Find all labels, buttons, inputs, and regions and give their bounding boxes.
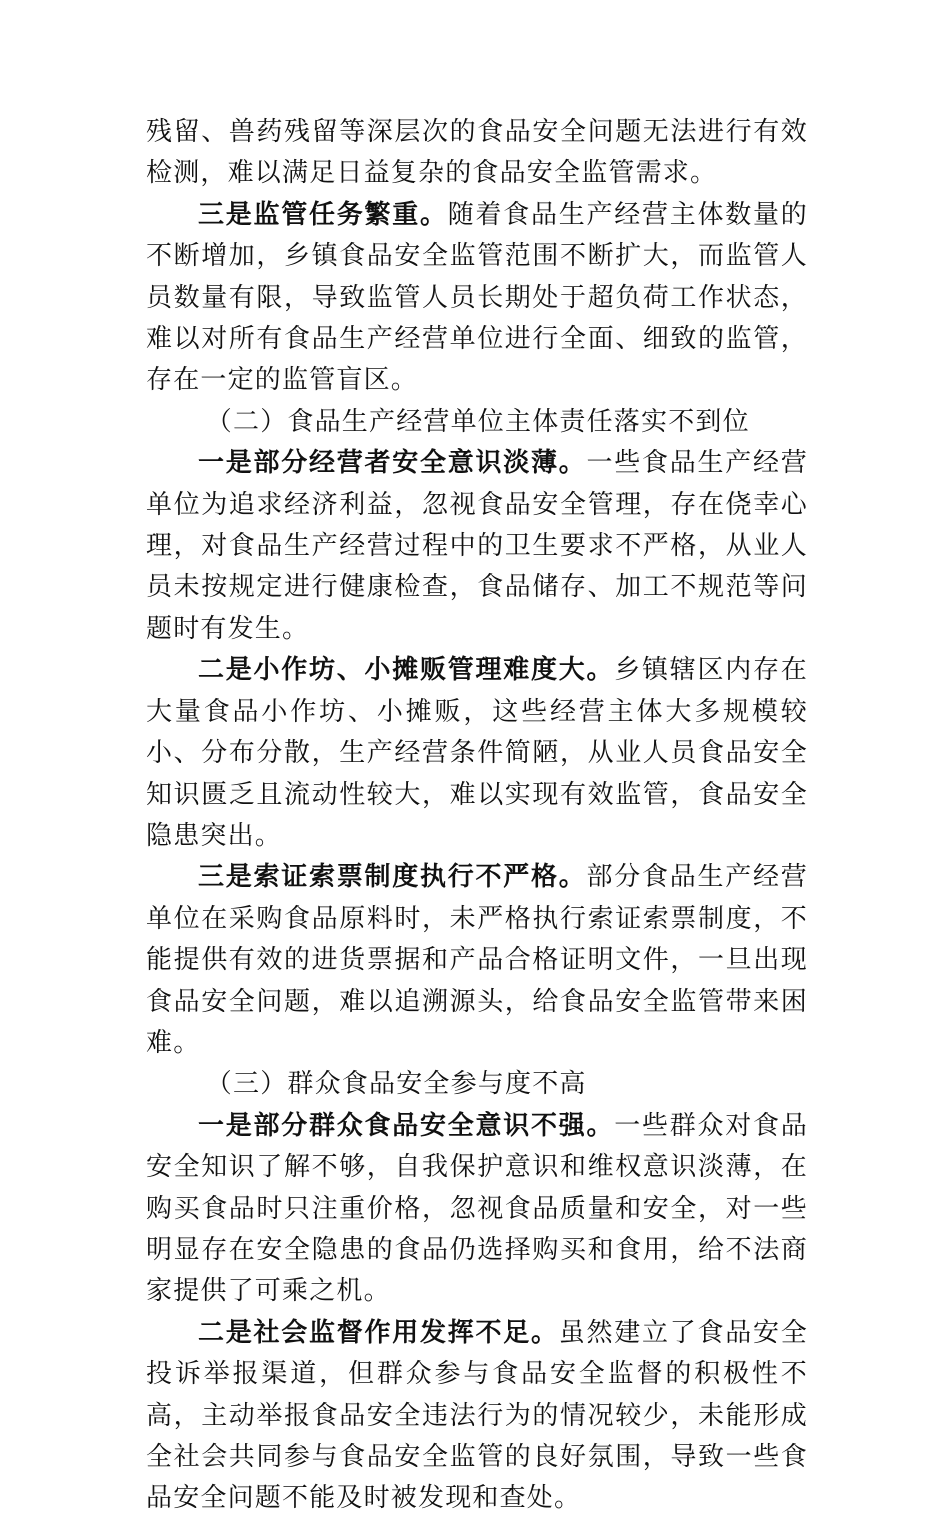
paragraph-lead: 二是社会监督作用发挥不足。 <box>198 1317 559 1348</box>
paragraph-text: 一些群众对食品安全知识了解不够，自我保护意识和维权意识淡薄，在购买食品时只注重价格，忽视食品质量和安全，对一些明显存在安全隐患的食品仍选择购买和食用，给不法商家提供了可乘之机。 <box>146 1110 808 1307</box>
paragraph-safety-awareness <box>146 443 808 650</box>
paragraph-text: 虽然建立了食品安全投诉举报渠道，但群众参与食品安全监督的积极性不高，主动举报食品安全违法行为的情况较少，未能形成全社会共同参与食品安全监管的良好氛围，导致一些食品安全问题不能及时被发现和查处。 <box>146 1317 808 1514</box>
paragraph-text: 随着食品生产经营主体数量的不断增加，乡镇食品安全监管范围不断扩大，而监管人员数量有限，导致监管人员长期处于超负荷工作状态，难以对所有食品生产经营单位进行全面、细致的监管，存在一定的监管盲区。 <box>146 199 808 396</box>
paragraph-text: 乡镇辖区内存在大量食品小作坊、小摊贩，这些经营主体大多规模较小、分布分散，生产经营条件简陋，从业人员食品安全知识匮乏且流动性较大，难以实现有效监管，食品安全隐患突出。 <box>146 655 808 851</box>
section-heading-2: （二）食品生产经营单位主体责任落实不到位 <box>205 406 750 437</box>
paragraph-supervision-workload <box>146 195 808 402</box>
paragraph-lead: 二是小作坊、小摊贩管理难度大。 <box>198 655 615 686</box>
paragraph-lead: 一是部分群众食品安全意识不强。 <box>198 1110 615 1141</box>
paragraph-lead: 三是索证索票制度执行不严格。 <box>198 862 587 893</box>
paragraph-public-awareness <box>146 1106 808 1313</box>
paragraph-lead: 一是部分经营者安全意识淡薄。 <box>198 448 587 479</box>
paragraph-text: 残留、兽药残留等深层次的食品安全问题无法进行有效检测，难以满足日益复杂的食品安全监管需求。 <box>146 117 808 189</box>
paragraph-small-workshops <box>146 650 808 857</box>
paragraph-text: 一些食品生产经营单位为追求经济利益，忽视食品安全管理，存在侥幸心理，对食品生产经营过程中的卫生要求不严格，从业人员未按规定进行健康检查，食品储存、加工不规范等问题时有发生。 <box>146 448 808 644</box>
paragraph-lead: 三是监管任务繁重。 <box>198 199 448 230</box>
paragraph-invoice-system <box>146 857 808 1064</box>
paragraph-text: 部分食品生产经营单位在采购食品原料时，未严格执行索证索票制度，不能提供有效的进货票据和产品合格证明文件，一旦出现食品安全问题，难以追溯源头，给食品安全监管带来困难。 <box>146 862 808 1058</box>
document-body <box>146 112 808 1520</box>
section-heading-3: （三）群众食品安全参与度不高 <box>205 1069 587 1100</box>
paragraph-continuation <box>146 112 808 195</box>
